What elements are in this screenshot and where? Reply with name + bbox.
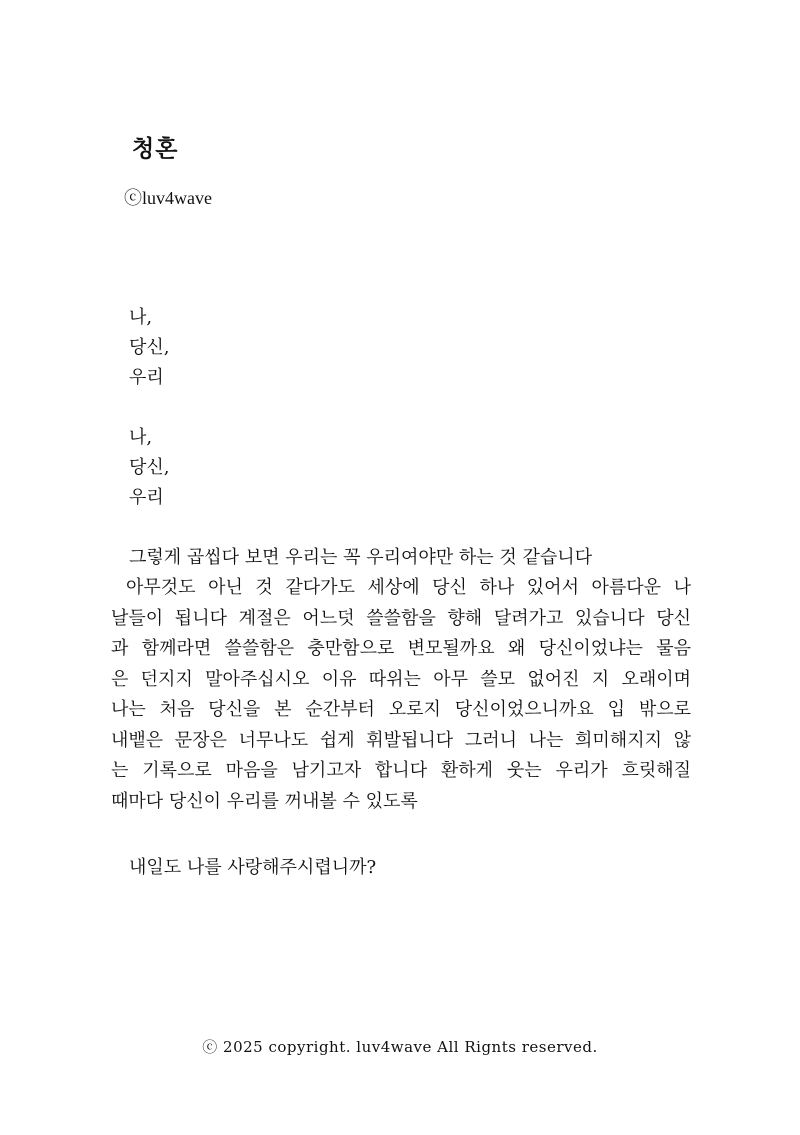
intro-line: 그렇게 곱씹다 보면 우리는 꼭 우리여야만 하는 것 같습니다 xyxy=(129,547,593,568)
stanza-line: 나, xyxy=(129,307,153,328)
paragraph-line: 는 기록으로 마음을 남기고자 합니다 환하게 웃는 우리가 흐릿해질 xyxy=(111,760,691,781)
paragraph-line: 내뱉은 문장은 너무나도 쉽게 휘발됩니다 그러니 나는 희미해지지 않 xyxy=(111,729,691,751)
paragraph-line: 때마다 당신이 우리를 꺼내볼 수 있도록 xyxy=(111,790,418,812)
stanza-line: 당신, xyxy=(129,337,170,358)
document-title: 청혼 xyxy=(132,135,179,162)
stanza-line: 우리 xyxy=(129,367,164,388)
paragraph-line: 과 함께라면 쓸쓸함은 충만함으로 변모될까요 왜 당신이었냐는 물음 xyxy=(111,638,691,659)
author-credit: ⓒluv4wave xyxy=(124,188,212,208)
stanza-line: 당신, xyxy=(129,457,170,478)
paragraph-line: 나는 처음 당신을 본 순간부터 오로지 당신이었으니까요 입 밖으로 xyxy=(111,699,691,720)
paragraph-line: 은 던지지 말아주십시오 이유 따위는 아무 쓸모 없어진 지 오래이며 xyxy=(111,668,691,690)
paragraph-line: 아무것도 아닌 것 같다가도 세상에 당신 하나 있어서 아름다운 나 xyxy=(126,577,691,598)
stanza-1 xyxy=(129,303,170,393)
stanza-line: 나, xyxy=(129,427,153,448)
paragraph-line: 날들이 됩니다 계절은 어느덧 쓸쓸함을 향해 달려가고 있습니다 당신 xyxy=(111,607,691,629)
body-paragraph xyxy=(111,573,691,817)
closing-line: 내일도 나를 사랑해주시렵니까? xyxy=(129,857,377,878)
stanza-line: 우리 xyxy=(129,487,164,508)
stanza-2 xyxy=(129,423,170,513)
copyright-footer: ⓒ 2025 copyright. luv4wave All Rignts reserved. xyxy=(202,1038,598,1056)
